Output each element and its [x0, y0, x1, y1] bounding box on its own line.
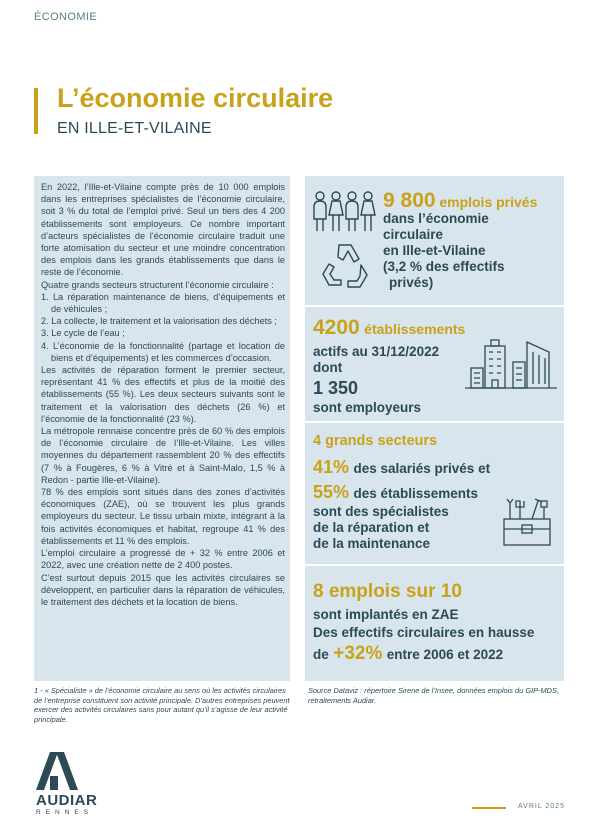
people-icon [313, 191, 383, 233]
stat-line: de la réparation et [313, 520, 430, 535]
stat-line: dans l’économie [383, 211, 489, 226]
stat-line: en Ille-et-Vilaine [383, 243, 486, 258]
page-title: L’économie circulaire [57, 83, 334, 113]
stat-zae [313, 580, 563, 665]
footer-date: AVRIL 2025 [518, 803, 565, 810]
zae-title: 8 emplois sur 10 [313, 581, 462, 602]
stat-line: Des effectifs circulaires en hausse [313, 625, 535, 640]
stat-line: actifs au 31/12/2022 [313, 344, 440, 359]
stat-line: privés) [389, 275, 434, 290]
stat-number: 9 800 [383, 189, 436, 212]
footnote: 1 - « Spécialiste » de l’économie circulaire au sens où les activités circulaires de l’entreprise constituent son activité principale. D’autres entreprises peuvent exercer des activités circulaires sans pour autant qu’il s’agisse de leur activité principale. [34, 686, 290, 724]
logo-city: RENNES [36, 809, 94, 816]
sectors-title: 4 grands secteurs [313, 433, 438, 449]
footer-accent-line [472, 807, 506, 809]
paragraph-since-2015: C’est surtout depuis 2015 que les activités circulaires se développent, en particulier dans la réparation de véhicules, le traitement des déchets et la location de biens. [41, 572, 285, 607]
stat-line: dont [313, 360, 343, 375]
divider [305, 421, 564, 423]
body-text [41, 181, 285, 608]
list-item: 4. L’économie de la fonctionnalité (partage et location de biens et d’équipements) et les commerces d’occasion. [41, 340, 285, 363]
source-note: Source Dataviz : répertoire Sirene de l’Insee, données emplois du GIP-MDS, retraitements Audiar. [308, 686, 559, 705]
stat-employment [383, 189, 538, 291]
audiar-logo-icon [36, 752, 80, 792]
divider [305, 305, 564, 307]
stat-line: circulaire [383, 227, 444, 242]
stat-line: de [313, 647, 329, 662]
stat-line: des établissements [353, 486, 479, 501]
paragraph-repair: Les activités de réparation forment le premier secteur, représentant 41 % des effectifs et plus de la moitié des établissements (55 %). Les deux secteurs suivants sont le traitement et la valorisation des déchets (26 %) et l’économie de la fonctionnalité (23 %). [41, 365, 285, 424]
toolbox-icon [502, 497, 552, 547]
divider [305, 564, 564, 566]
stat-line: sont implantés en ZAE [313, 607, 459, 622]
stat-line: des salariés privés et [353, 461, 491, 476]
logo-name: AUDIAR [36, 792, 98, 809]
stat-line: sont des spécialistes [313, 504, 449, 519]
stat-percent: +32% [333, 643, 383, 664]
buildings-icon [465, 338, 557, 390]
stat-unit: emplois privés [439, 194, 538, 210]
paragraph-zae: 78 % des emplois sont situés dans des zones d’activités économiques (ZAE), où se trouvent les plus grands employeurs du secteur. Le tissu urbain mixte, intégrant à la fois activités économiques et habitat, regroupe 41 % des établissements et 11 % des emplois. [41, 487, 285, 546]
list-item: 2. La collecte, le traitement et la valorisation des déchets ; [41, 316, 277, 327]
paragraph-intro: En 2022, l’Ille-et-Vilaine compte près de 10 000 emplois dans les entreprises spécialistes de l’économie circulaire, soit 3 % du total de l’emploi privé. Seul un tiers des 4 200 établissements sont employeurs. Ce nombre important d’acteurs spécialistes de l’économie circulaire traduit une forte atomisation du secteur et une moindre concentration des emplois dans les grands établissements que dans le reste de l’économie. [41, 182, 285, 278]
stat-percent: 55% [313, 482, 350, 502]
stat-unit: établissements [364, 321, 466, 337]
list-item: 1. La réparation maintenance de biens, d’équipements et de véhicules ; [41, 291, 285, 315]
paragraph-sectors: Quatre grands secteurs structurent l’économie circulaire : [41, 279, 274, 290]
recycle-icon [321, 241, 369, 287]
stat-line: entre 2006 et 2022 [386, 647, 504, 662]
paragraph-metropole: La métropole rennaise concentre près de 60 % des emplois de l’économie circulaire de l’Ille-et-Vilaine. Les villes moyennes du département rassemblent 20 % des effectifs (7 % à Fougères, 6 % à Vitré et à Saint-Malo, 1,5 % à Redon - partie Ille-et-Vilaine). [41, 426, 285, 485]
stat-number: 4200 [313, 316, 360, 339]
stat-line: (3,2 % des effectifs [383, 259, 505, 274]
section-tag: ÉCONOMIE [34, 11, 98, 23]
page-subtitle: EN ILLE-ET-VILAINE [57, 120, 212, 137]
paragraph-growth: L’emploi circulaire a progressé de + 32 % entre 2006 et 2022, avec une création nette de 2 400 postes. [41, 548, 285, 571]
title-accent-bar [34, 88, 38, 134]
list-item: 3. Le cycle de l’eau ; [41, 328, 125, 339]
stat-line: sont employeurs [313, 400, 422, 415]
stat-percent: 41% [313, 457, 350, 477]
stat-line: de la maintenance [313, 536, 431, 551]
stat-number: 1 350 [313, 378, 359, 398]
sector-list [41, 291, 285, 364]
